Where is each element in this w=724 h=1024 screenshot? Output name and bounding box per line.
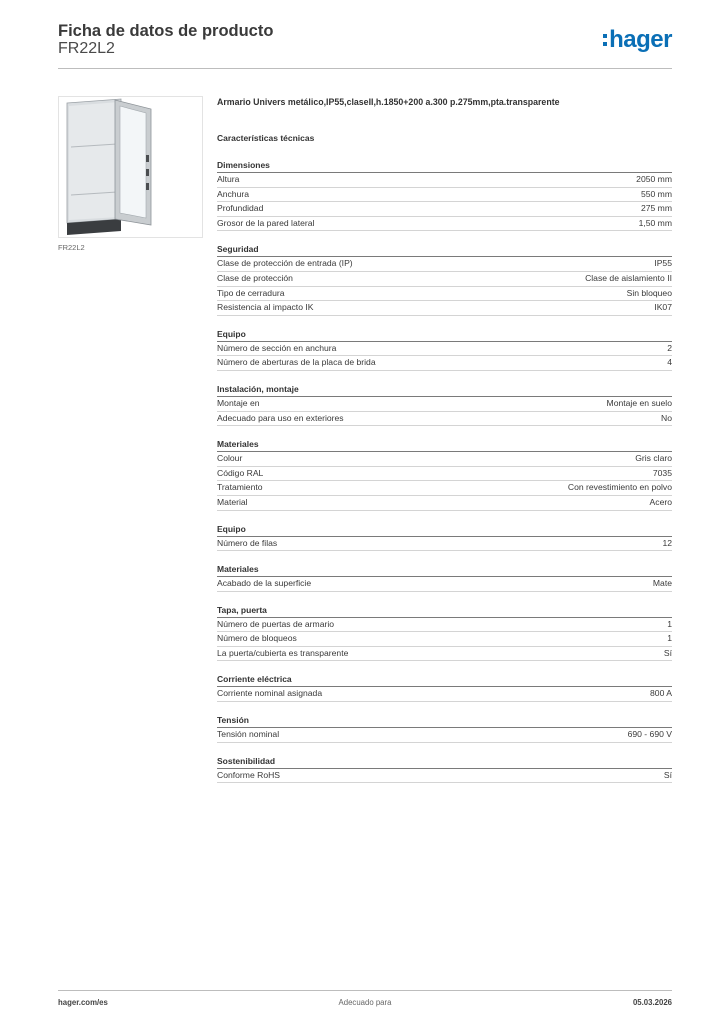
footer-divider <box>58 990 672 991</box>
spec-value: 690 - 690 V <box>627 729 672 740</box>
logo-dots-icon <box>603 32 607 48</box>
spec-label: Tensión nominal <box>217 729 280 740</box>
cabinet-illustration-icon <box>59 97 202 237</box>
spec-section <box>217 672 672 702</box>
section-title: Corriente eléctrica <box>217 672 672 687</box>
spec-label: Colour <box>217 453 243 464</box>
spec-row <box>217 577 672 592</box>
spec-row <box>217 272 672 287</box>
spec-value: No <box>661 412 672 423</box>
header-divider <box>58 68 672 69</box>
spec-value: 275 mm <box>640 203 672 214</box>
spec-value: Acero <box>649 496 672 507</box>
section-title: Equipo <box>217 522 672 537</box>
page-header <box>58 20 672 68</box>
spec-row <box>217 481 672 496</box>
spec-label: Corriente nominal asignada <box>217 688 323 699</box>
spec-row <box>217 728 672 743</box>
datasheet-content <box>217 96 672 783</box>
spec-value: 7035 <box>652 467 672 478</box>
spec-value: IK07 <box>654 302 672 313</box>
spec-row <box>217 301 672 316</box>
spec-section <box>217 603 672 662</box>
spec-label: Acabado de la superficie <box>217 578 312 589</box>
spec-value: 12 <box>662 537 672 548</box>
spec-value: 1,50 mm <box>638 217 672 228</box>
spec-row <box>217 618 672 633</box>
image-caption: FR22L2 <box>58 243 85 252</box>
spec-row <box>217 412 672 427</box>
section-title: Sostenibilidad <box>217 754 672 769</box>
product-description: Armario Univers metálico,IP55,claseII,h.1850+200 a.300 p.275mm,pta.transparente <box>217 97 560 107</box>
spec-label: Altura <box>217 174 240 184</box>
spec-label: Grosor de la pared lateral <box>217 217 315 228</box>
spec-section <box>217 158 672 231</box>
spec-row <box>217 397 672 412</box>
spec-section <box>217 242 672 315</box>
logo-text: hager <box>609 26 672 53</box>
spec-row <box>217 287 672 302</box>
spec-label: Tratamiento <box>217 482 263 493</box>
spec-value: 550 mm <box>640 188 672 199</box>
spec-label: Montaje en <box>217 397 260 408</box>
spec-label: Material <box>217 496 248 507</box>
footer-center-text: Adecuado para <box>338 998 392 1007</box>
spec-value: Gris claro <box>635 453 672 464</box>
spec-row <box>217 769 672 784</box>
technical-characteristics-title: Características técnicas <box>217 133 315 143</box>
spec-section <box>217 522 672 552</box>
spec-value: Montaje en suelo <box>606 397 672 408</box>
spec-section <box>217 713 672 743</box>
section-title: Dimensiones <box>217 158 672 173</box>
spec-sections <box>217 158 672 783</box>
section-title: Equipo <box>217 327 672 342</box>
spec-row <box>217 217 672 232</box>
spec-value: 1 <box>667 618 672 629</box>
spec-value: 1 <box>667 633 672 644</box>
spec-label: Anchura <box>217 188 250 199</box>
document-title: Ficha de datos de producto <box>58 22 274 40</box>
spec-value: 2 <box>667 342 672 353</box>
spec-section <box>217 437 672 510</box>
spec-value: Clase de aislamiento II <box>585 272 672 283</box>
spec-row <box>217 452 672 467</box>
spec-label: Clase de protección <box>217 272 293 283</box>
section-title: Instalación, montaje <box>217 382 672 397</box>
spec-value: Sin bloqueo <box>626 287 672 298</box>
spec-label: Resistencia al impacto IK <box>217 302 314 313</box>
spec-section <box>217 327 672 371</box>
footer-website: hager.com/es <box>58 998 108 1007</box>
spec-row <box>217 467 672 482</box>
spec-label: Número de sección en anchura <box>217 342 337 353</box>
spec-row <box>217 173 672 188</box>
spec-value: Mate <box>652 578 672 589</box>
section-title: Tapa, puerta <box>217 603 672 618</box>
section-title: Tensión <box>217 713 672 728</box>
spec-value: Con revestimiento en polvo <box>567 482 672 493</box>
spec-row <box>217 257 672 272</box>
spec-value: 800 A <box>650 688 672 699</box>
spec-row <box>217 496 672 511</box>
spec-row <box>217 342 672 357</box>
spec-label: Número de filas <box>217 537 278 548</box>
spec-value: Sí <box>663 647 672 658</box>
spec-row <box>217 356 672 371</box>
section-title: Seguridad <box>217 242 672 257</box>
product-reference: FR22L2 <box>58 40 115 57</box>
spec-row <box>217 537 672 552</box>
spec-row <box>217 687 672 702</box>
spec-row <box>217 647 672 662</box>
spec-label: Profundidad <box>217 203 264 214</box>
spec-label: Adecuado para uso en exteriores <box>217 412 344 423</box>
page-footer <box>58 998 672 1010</box>
spec-section <box>217 562 672 592</box>
spec-row <box>217 202 672 217</box>
spec-row <box>217 632 672 647</box>
spec-row <box>217 188 672 203</box>
spec-value: IP55 <box>654 258 672 269</box>
hager-logo <box>603 26 672 54</box>
spec-label: Número de bloqueos <box>217 633 297 644</box>
spec-label: La puerta/cubierta es transparente <box>217 647 349 658</box>
spec-label: Clase de protección de entrada (IP) <box>217 258 353 269</box>
product-image <box>58 96 203 238</box>
spec-label: Código RAL <box>217 467 264 478</box>
spec-label: Número de aberturas de la placa de brida <box>217 357 376 368</box>
spec-label: Tipo de cerradura <box>217 287 285 298</box>
footer-date: 05.03.2026 <box>632 998 672 1007</box>
spec-label: Conforme RoHS <box>217 769 281 780</box>
spec-section <box>217 382 672 426</box>
spec-section <box>217 754 672 784</box>
spec-value: Sí <box>663 769 672 780</box>
section-title: Materiales <box>217 437 672 452</box>
spec-value: 4 <box>667 357 672 368</box>
spec-value: 2050 mm <box>636 174 672 184</box>
spec-label: Número de puertas de armario <box>217 618 335 629</box>
section-title: Materiales <box>217 562 672 577</box>
